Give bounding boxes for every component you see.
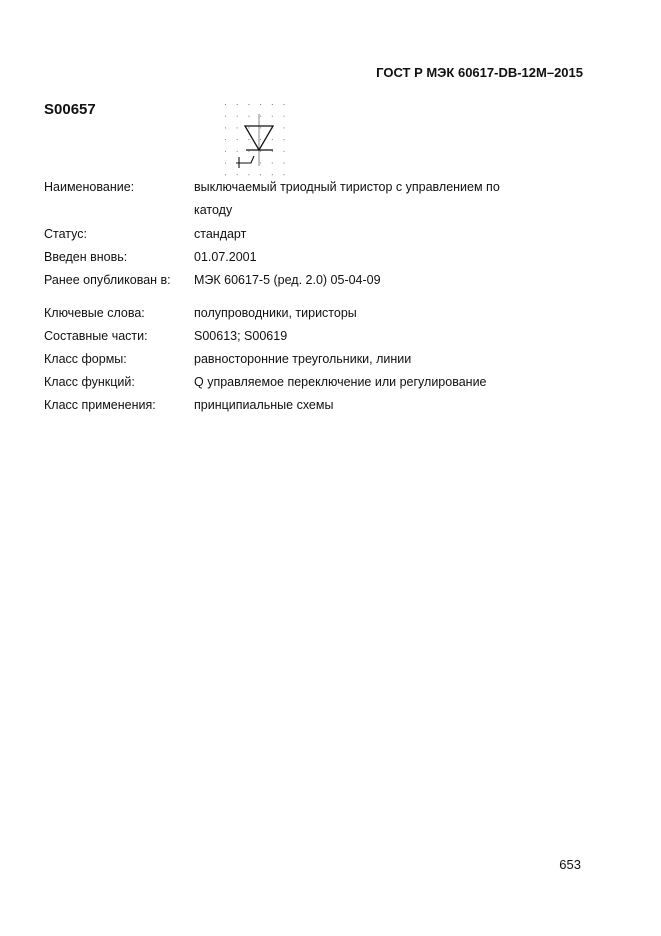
field-label: Класс формы: [44,352,127,366]
grid-dot [284,127,285,128]
field-value: 01.07.2001 [194,250,257,264]
field-label: Статус: [44,227,87,241]
grid-dot [237,104,238,105]
field-value: S00613; S00619 [194,329,288,343]
field-value: выключаемый триодный тиристор с управлением по катоду [194,180,500,217]
field-label: Введен вновь: [44,250,128,264]
grid-dot [272,151,273,152]
grid-dot [225,151,226,152]
grid-dot [225,163,226,164]
grid-dot [237,116,238,117]
grid-dot [225,139,226,140]
grid-dot [284,104,285,105]
grid-dot [248,116,249,117]
grid-dot [284,139,285,140]
grid-dot [225,104,226,105]
grid-dot [248,139,249,140]
grid-dot [272,116,273,117]
field-label: Составные части: [44,329,148,343]
field-value: принципиальные схемы [194,398,334,412]
grid-dot [225,116,226,117]
grid-dot [248,127,249,128]
grid-dot [260,151,261,152]
grid-dot [260,116,261,117]
page-number: 653 [559,857,581,872]
grid-dot [272,163,273,164]
field-label: Ключевые слова: [44,306,145,320]
symbol-id: S00657 [44,101,96,118]
gate-turn-off-thyristor-symbol-icon [215,98,295,178]
grid-dot [237,127,238,128]
field-label: Наименование: [44,180,135,194]
field-value: полупроводники, тиристоры [194,306,357,320]
grid-dot [260,139,261,140]
grid-dot [260,104,261,105]
field-value: Q управляемое переключение или регулирование [194,375,487,389]
grid-dot [237,151,238,152]
grid-dot [272,104,273,105]
field-label: Ранее опубликован в: [44,273,171,287]
field-value: МЭК 60617-5 (ред. 2.0) 05-04-09 [194,273,381,287]
grid-dot [272,139,273,140]
grid-dot [260,163,261,164]
document-header: ГОСТ Р МЭК 60617-DB-12M–2015 [376,65,583,80]
grid-dot [225,127,226,128]
grid-dot [284,151,285,152]
grid-dot [248,104,249,105]
grid-dot [260,127,261,128]
grid-dot [284,163,285,164]
field-label: Класс функций: [44,375,135,389]
grid-dot [284,116,285,117]
grid-dot [237,139,238,140]
field-value: равносторонние треугольники, линии [194,352,412,366]
grid-dot [248,151,249,152]
field-value: стандарт [194,227,247,241]
field-label: Класс применения: [44,398,156,412]
